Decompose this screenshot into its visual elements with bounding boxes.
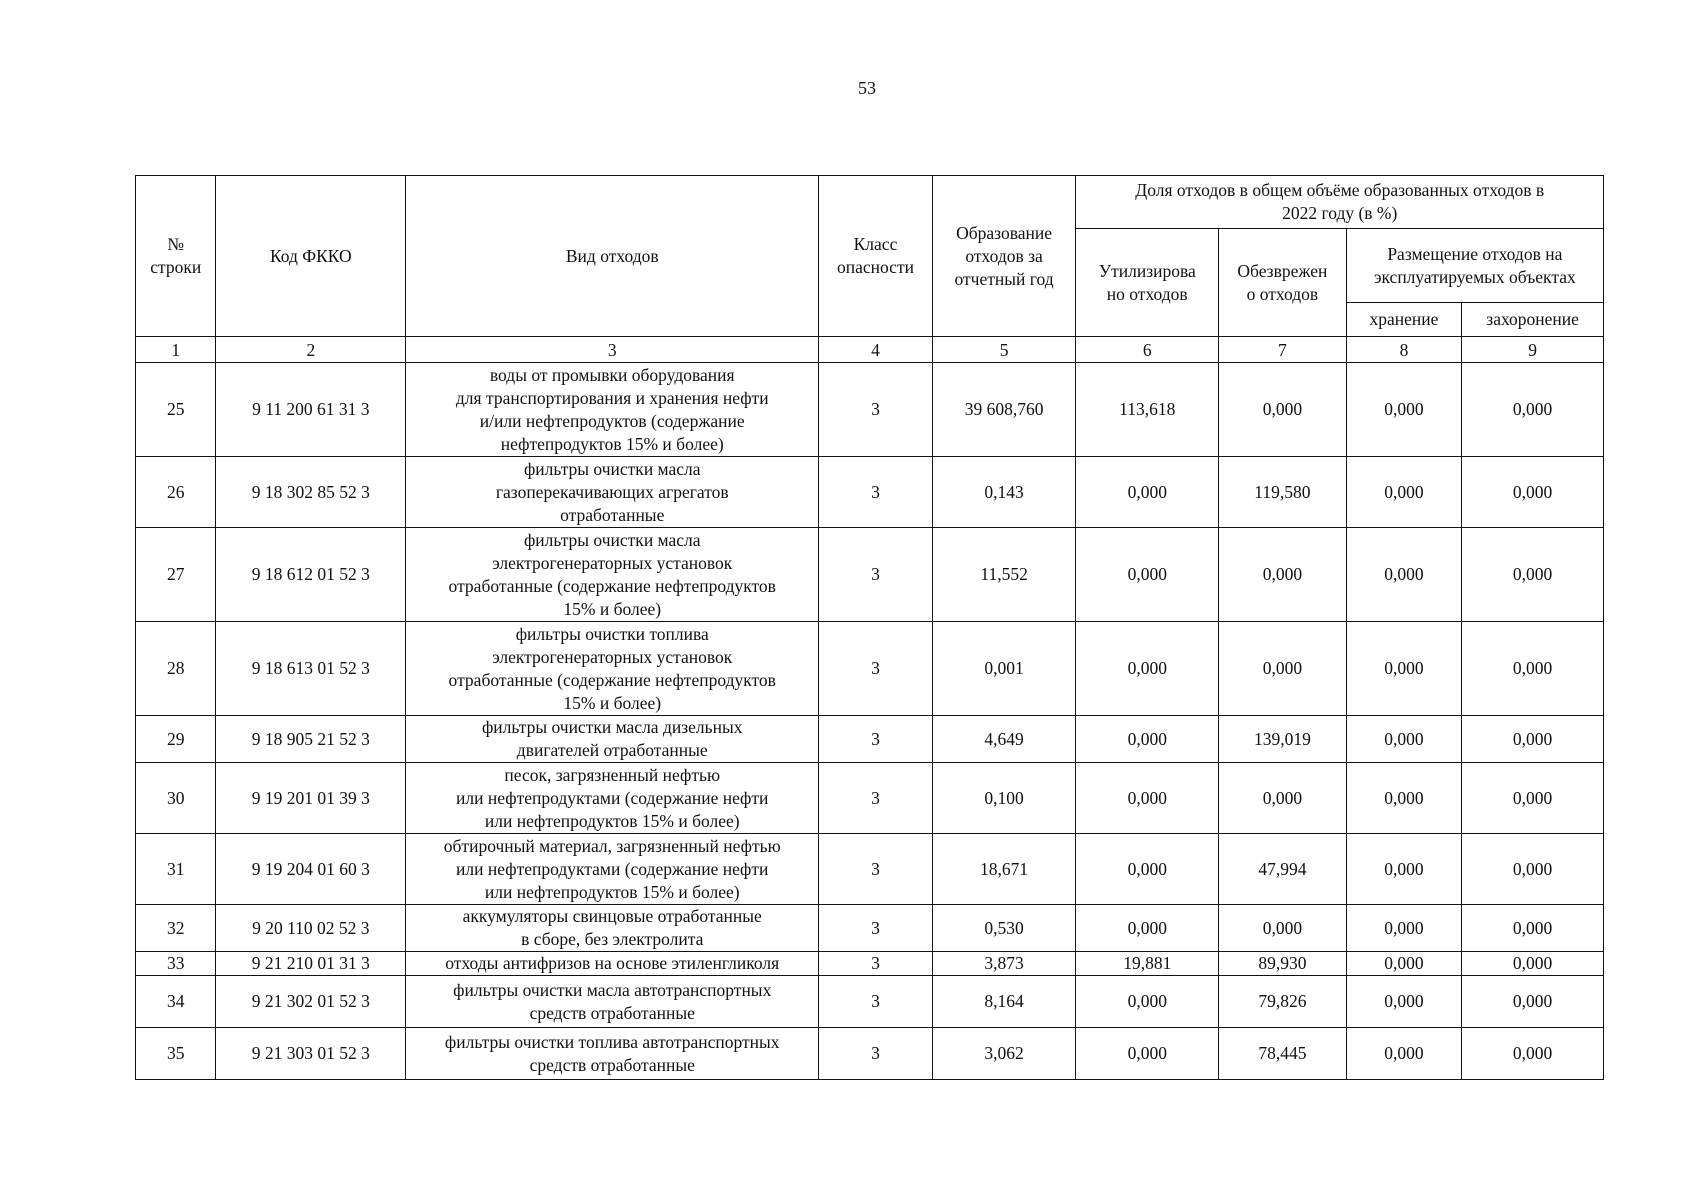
utilized-value: 0,000 bbox=[1076, 834, 1219, 905]
column-number: 1 bbox=[136, 337, 216, 363]
header-burial: захоронение bbox=[1462, 303, 1604, 337]
column-number: 5 bbox=[932, 337, 1076, 363]
row-number: 34 bbox=[136, 976, 216, 1028]
burial-value: 0,000 bbox=[1462, 622, 1604, 716]
burial-value: 0,000 bbox=[1462, 457, 1604, 528]
waste-table bbox=[135, 175, 1604, 1080]
burial-value: 0,000 bbox=[1462, 716, 1604, 763]
row-number: 33 bbox=[136, 952, 216, 976]
formation-value: 3,062 bbox=[932, 1028, 1076, 1080]
column-number: 8 bbox=[1346, 337, 1462, 363]
formation-value: 3,873 bbox=[932, 952, 1076, 976]
table-row bbox=[136, 976, 1604, 1028]
burial-value: 0,000 bbox=[1462, 763, 1604, 834]
header-neutralized: Обезврежен о отходов bbox=[1219, 229, 1347, 337]
waste-code: 9 18 905 21 52 3 bbox=[216, 716, 406, 763]
waste-code: 9 18 613 01 52 3 bbox=[216, 622, 406, 716]
neutralized-value: 0,000 bbox=[1219, 528, 1347, 622]
burial-value: 0,000 bbox=[1462, 363, 1604, 457]
column-number: 4 bbox=[819, 337, 933, 363]
formation-value: 4,649 bbox=[932, 716, 1076, 763]
header-utilized: Утилизирова но отходов bbox=[1076, 229, 1219, 337]
row-number: 32 bbox=[136, 905, 216, 952]
waste-code: 9 19 204 01 60 3 bbox=[216, 834, 406, 905]
waste-type: аккумуляторы свинцовые отработанные в сборе, без электролита bbox=[406, 905, 819, 952]
column-number: 9 bbox=[1462, 337, 1604, 363]
waste-code: 9 21 302 01 52 3 bbox=[216, 976, 406, 1028]
waste-type: фильтры очистки масла дизельных двигателей отработанные bbox=[406, 716, 819, 763]
hazard-class: 3 bbox=[819, 763, 933, 834]
burial-value: 0,000 bbox=[1462, 1028, 1604, 1080]
utilized-value: 0,000 bbox=[1076, 622, 1219, 716]
column-number: 7 bbox=[1219, 337, 1347, 363]
neutralized-value: 119,580 bbox=[1219, 457, 1347, 528]
utilized-value: 0,000 bbox=[1076, 528, 1219, 622]
waste-code: 9 11 200 61 31 3 bbox=[216, 363, 406, 457]
waste-type: фильтры очистки топлива электрогенераторных установок отработанные (содержание нефтепродуктов 15% и более) bbox=[406, 622, 819, 716]
storage-value: 0,000 bbox=[1346, 1028, 1462, 1080]
table-row bbox=[136, 716, 1604, 763]
utilized-value: 0,000 bbox=[1076, 716, 1219, 763]
waste-code: 9 21 303 01 52 3 bbox=[216, 1028, 406, 1080]
row-number: 25 bbox=[136, 363, 216, 457]
utilized-value: 0,000 bbox=[1076, 1028, 1219, 1080]
storage-value: 0,000 bbox=[1346, 976, 1462, 1028]
formation-value: 0,143 bbox=[932, 457, 1076, 528]
neutralized-value: 0,000 bbox=[1219, 905, 1347, 952]
waste-code: 9 18 612 01 52 3 bbox=[216, 528, 406, 622]
column-number: 3 bbox=[406, 337, 819, 363]
table-row bbox=[136, 905, 1604, 952]
table-row bbox=[136, 952, 1604, 976]
utilized-value: 0,000 bbox=[1076, 905, 1219, 952]
row-number: 35 bbox=[136, 1028, 216, 1080]
storage-value: 0,000 bbox=[1346, 952, 1462, 976]
hazard-class: 3 bbox=[819, 716, 933, 763]
storage-value: 0,000 bbox=[1346, 905, 1462, 952]
hazard-class: 3 bbox=[819, 905, 933, 952]
waste-type: воды от промывки оборудования для транспортирования и хранения нефти и/или нефтепродуктов (содержание нефтепродуктов 15% и более) bbox=[406, 363, 819, 457]
table-row bbox=[136, 763, 1604, 834]
header-placement-group: Размещение отходов на эксплуатируемых объектах bbox=[1346, 229, 1603, 303]
storage-value: 0,000 bbox=[1346, 528, 1462, 622]
neutralized-value: 0,000 bbox=[1219, 763, 1347, 834]
formation-value: 39 608,760 bbox=[932, 363, 1076, 457]
waste-type: фильтры очистки топлива автотранспортных средств отработанные bbox=[406, 1028, 819, 1080]
waste-type: фильтры очистки масла электрогенераторных установок отработанные (содержание нефтепродуктов 15% и более) bbox=[406, 528, 819, 622]
table-row bbox=[136, 1028, 1604, 1080]
waste-code: 9 20 110 02 52 3 bbox=[216, 905, 406, 952]
hazard-class: 3 bbox=[819, 834, 933, 905]
storage-value: 0,000 bbox=[1346, 716, 1462, 763]
utilized-value: 0,000 bbox=[1076, 763, 1219, 834]
table-row bbox=[136, 457, 1604, 528]
header-code: Код ФККО bbox=[216, 176, 406, 337]
utilized-value: 0,000 bbox=[1076, 976, 1219, 1028]
header-hazard-class: Класс опасности bbox=[819, 176, 933, 337]
header-share-group: Доля отходов в общем объёме образованных отходов в 2022 году (в %) bbox=[1076, 176, 1604, 229]
utilized-value: 19,881 bbox=[1076, 952, 1219, 976]
hazard-class: 3 bbox=[819, 976, 933, 1028]
neutralized-value: 0,000 bbox=[1219, 363, 1347, 457]
storage-value: 0,000 bbox=[1346, 763, 1462, 834]
header-waste-type: Вид отходов bbox=[406, 176, 819, 337]
hazard-class: 3 bbox=[819, 528, 933, 622]
hazard-class: 3 bbox=[819, 457, 933, 528]
header-formation: Образование отходов за отчетный год bbox=[932, 176, 1076, 337]
waste-code: 9 19 201 01 39 3 bbox=[216, 763, 406, 834]
waste-type: фильтры очистки масла газоперекачивающих агрегатов отработанные bbox=[406, 457, 819, 528]
formation-value: 0,530 bbox=[932, 905, 1076, 952]
utilized-value: 0,000 bbox=[1076, 457, 1219, 528]
formation-value: 0,100 bbox=[932, 763, 1076, 834]
header-storage: хранение bbox=[1346, 303, 1462, 337]
table-row bbox=[136, 622, 1604, 716]
page-number: 53 bbox=[858, 78, 876, 98]
hazard-class: 3 bbox=[819, 622, 933, 716]
burial-value: 0,000 bbox=[1462, 952, 1604, 976]
formation-value: 0,001 bbox=[932, 622, 1076, 716]
column-number: 6 bbox=[1076, 337, 1219, 363]
neutralized-value: 78,445 bbox=[1219, 1028, 1347, 1080]
header-row bbox=[136, 176, 1604, 229]
waste-type: обтирочный материал, загрязненный нефтью или нефтепродуктами (содержание нефти или нефтепродуктов 15% и более) bbox=[406, 834, 819, 905]
waste-code: 9 21 210 01 31 3 bbox=[216, 952, 406, 976]
waste-type: фильтры очистки масла автотранспортных средств отработанные bbox=[406, 976, 819, 1028]
hazard-class: 3 bbox=[819, 1028, 933, 1080]
neutralized-value: 79,826 bbox=[1219, 976, 1347, 1028]
formation-value: 11,552 bbox=[932, 528, 1076, 622]
column-number: 2 bbox=[216, 337, 406, 363]
hazard-class: 3 bbox=[819, 952, 933, 976]
waste-code: 9 18 302 85 52 3 bbox=[216, 457, 406, 528]
storage-value: 0,000 bbox=[1346, 363, 1462, 457]
burial-value: 0,000 bbox=[1462, 905, 1604, 952]
storage-value: 0,000 bbox=[1346, 834, 1462, 905]
waste-type: отходы антифризов на основе этиленгликоля bbox=[406, 952, 819, 976]
storage-value: 0,000 bbox=[1346, 457, 1462, 528]
storage-value: 0,000 bbox=[1346, 622, 1462, 716]
utilized-value: 113,618 bbox=[1076, 363, 1219, 457]
table-row bbox=[136, 363, 1604, 457]
formation-value: 18,671 bbox=[932, 834, 1076, 905]
row-number: 30 bbox=[136, 763, 216, 834]
hazard-class: 3 bbox=[819, 363, 933, 457]
burial-value: 0,000 bbox=[1462, 976, 1604, 1028]
neutralized-value: 89,930 bbox=[1219, 952, 1347, 976]
burial-value: 0,000 bbox=[1462, 834, 1604, 905]
neutralized-value: 47,994 bbox=[1219, 834, 1347, 905]
table-row bbox=[136, 834, 1604, 905]
table-row bbox=[136, 528, 1604, 622]
column-numbers-row bbox=[136, 337, 1604, 363]
burial-value: 0,000 bbox=[1462, 528, 1604, 622]
row-number: 29 bbox=[136, 716, 216, 763]
row-number: 28 bbox=[136, 622, 216, 716]
row-number: 27 bbox=[136, 528, 216, 622]
header-row-number: № строки bbox=[136, 176, 216, 337]
row-number: 26 bbox=[136, 457, 216, 528]
neutralized-value: 139,019 bbox=[1219, 716, 1347, 763]
row-number: 31 bbox=[136, 834, 216, 905]
waste-type: песок, загрязненный нефтью или нефтепродуктами (содержание нефти или нефтепродуктов 15% и более) bbox=[406, 763, 819, 834]
formation-value: 8,164 bbox=[932, 976, 1076, 1028]
neutralized-value: 0,000 bbox=[1219, 622, 1347, 716]
